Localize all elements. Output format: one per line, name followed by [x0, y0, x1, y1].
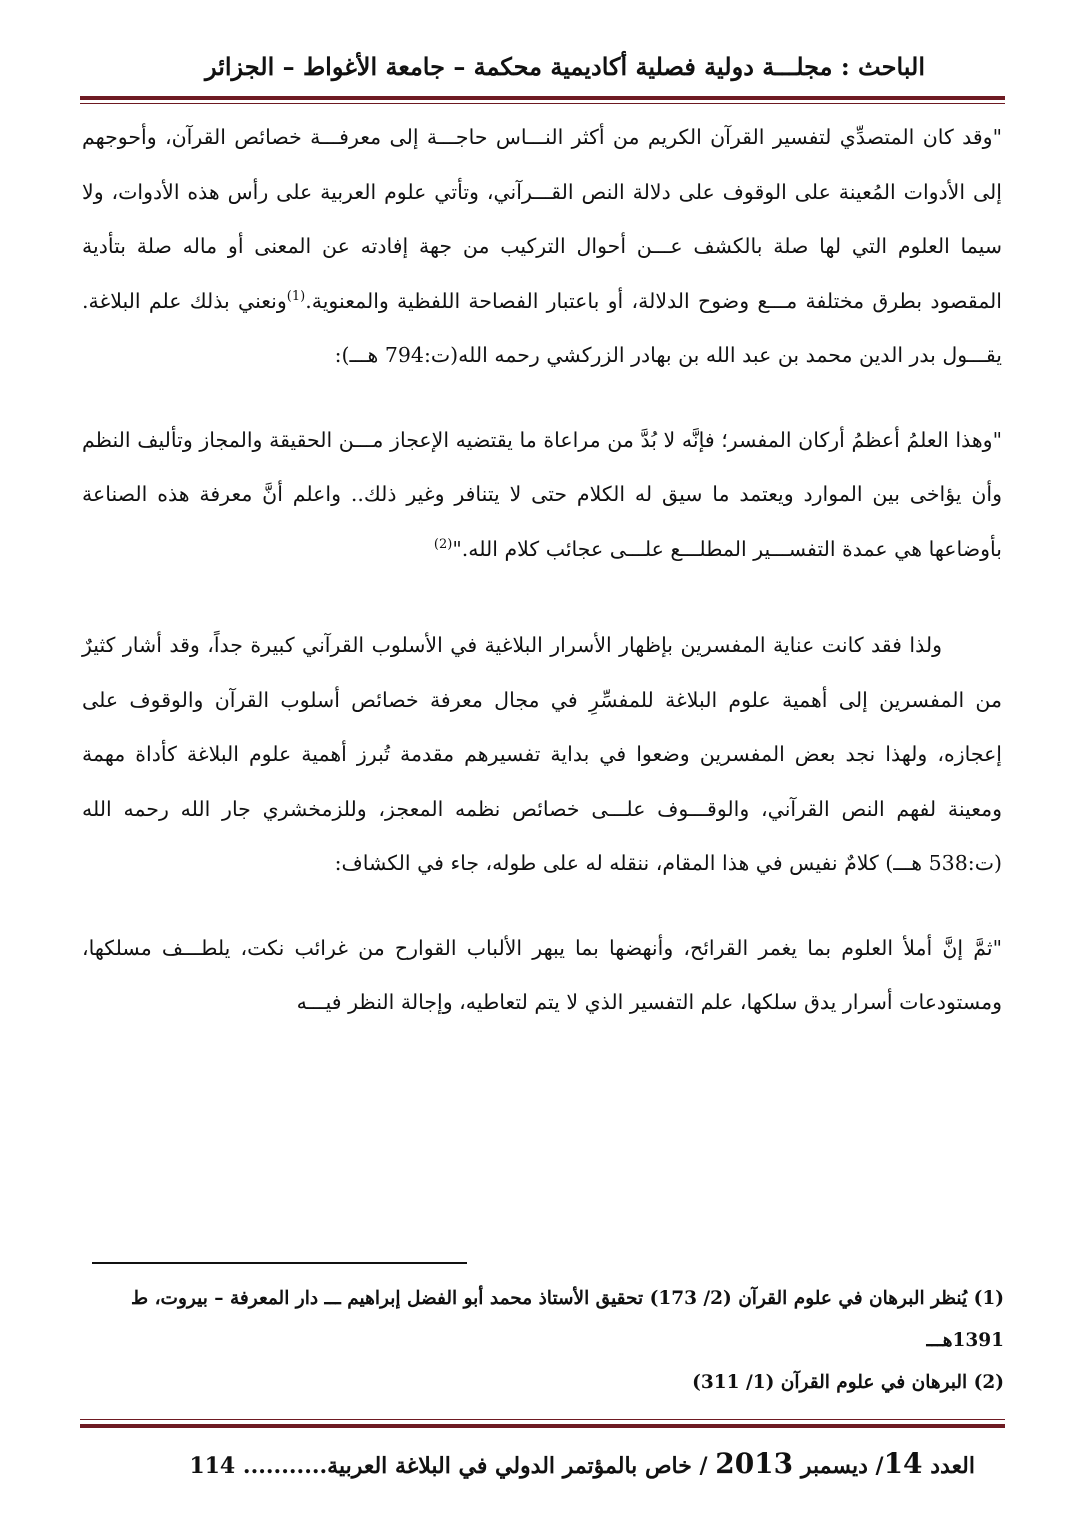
paragraph-1-text: "وقد كان المتصدِّي لتفسير القرآن الكريم من أكثر النـــاس حاجـــة إلى معرفـــة خصائص القرآن، وأحوجهم إلى الأدوات المُعينة على الوقوف على دلالة النص القـــرآني، وتأتي علوم العربية على رأس هذه الأدوات، ولا سيما العلوم التي لها صلة بالكشف عـــن أحوال التركيب من جهة إفادته عن المعنى أو ماله صلة بتأدية المقصود بطرق مختلفة مـــع وضوح الدلالة، أو باعتبار الفصاحة اللفظية والمعنوية.	[82, 125, 1002, 313]
paragraph-2	[82, 413, 1002, 577]
footnotes	[92, 1278, 1004, 1404]
footnote-ref-2: (2)	[433, 536, 453, 552]
page-footer	[100, 1440, 975, 1490]
journal-header: الباحث : مجلـــة دولية فصلية أكاديمية محكمة – جامعة الأغواط – الجزائر	[204, 52, 925, 81]
footer-rule-thick	[80, 1424, 1005, 1428]
issue-number: 14	[883, 1447, 923, 1480]
footnote-2: (2) البرهان في علوم القرآن (1/ 311)	[692, 1372, 1004, 1393]
header-rule-thick	[80, 96, 1005, 100]
issue-label: العدد	[930, 1453, 975, 1479]
footnote-separator	[92, 1262, 467, 1264]
page-number: 114	[189, 1453, 236, 1479]
paragraph-4: "ثمَّ إنَّ أملأ العلوم بما يغمر القرائح، وأنهضها بما يبهر الألباب القوارح من غرائب نكت، يلطـــف مسلكها، ومستودعات أسرار يدق سلكها، علم التفسير الذي لا يتم لتعاطيه، وإجالة النظر فيـــه	[82, 935, 1002, 1014]
paragraph-1	[82, 110, 1002, 383]
issue-month: / ديسمبر	[800, 1453, 884, 1479]
issue-special: / خاص بالمؤتمر الدولي في البلاغة العربية...........	[242, 1453, 708, 1479]
header-rule-thin	[80, 103, 1005, 104]
footnote-1: (1) يُنظر البرهان في علوم القرآن (2/ 173) تحقيق الأستاذ محمد أبو الفضل إبراهيم ـــ دار المعرفة – بيروت، ط 1391هـــ	[131, 1288, 1004, 1351]
paragraph-2-text: "وهذا العلمُ أعظمُ أركان المفسر؛ فإنَّه لا بُدَّ من مراعاة ما يقتضيه الإعجاز مـــن الحقيقة والمجاز وتأليف النظم وأن يؤاخى بين الموارد ويعتمد ما سيق له الكلام حتى لا يتنافر وغير ذلك.. واعلم أنَّ معرفة هذه الصناعة بأوضاعها هي عمدة التفســـير المطلـــع علـــى عجائب كلام الله."	[82, 427, 1002, 561]
footer-rule-thin	[80, 1419, 1005, 1420]
issue-year: 2013	[715, 1447, 794, 1480]
paragraph-1-tail: ونعني بذلك علم البلاغة. يقـــول بدر الدين محمد بن عبد الله بن بهادر الزركشي رحمه الله(ت:794 هـــ):	[82, 288, 1002, 367]
footnote-ref-1: (1)	[286, 288, 306, 304]
paragraph-3: ولذا فقد كانت عناية المفسرين بإظهار الأسرار البلاغية في الأسلوب القرآني كبيرة جداً، وقد أشار كثيرٌ من المفسرين إلى أهمية علوم البلاغة للمفسِّرِ في مجال معرفة خصائص أسلوب القرآن والوقوف على إعجازه، ولهذا نجد بعض المفسرين وضعوا في بداية تفسيرهم مقدمة تُبرز أهمية علوم البلاغة كأداة مهمة ومعينة لفهم النص القرآني، والوقـــوف علـــى خصائص نظمه المعجز، وللزمخشري جار الله رحمه الله (ت:538 هـــ) كلامٌ نفيس في هذا المقام، ننقله له على طوله، جاء في الكشاف:	[82, 633, 1002, 875]
article-body	[82, 110, 1002, 1030]
